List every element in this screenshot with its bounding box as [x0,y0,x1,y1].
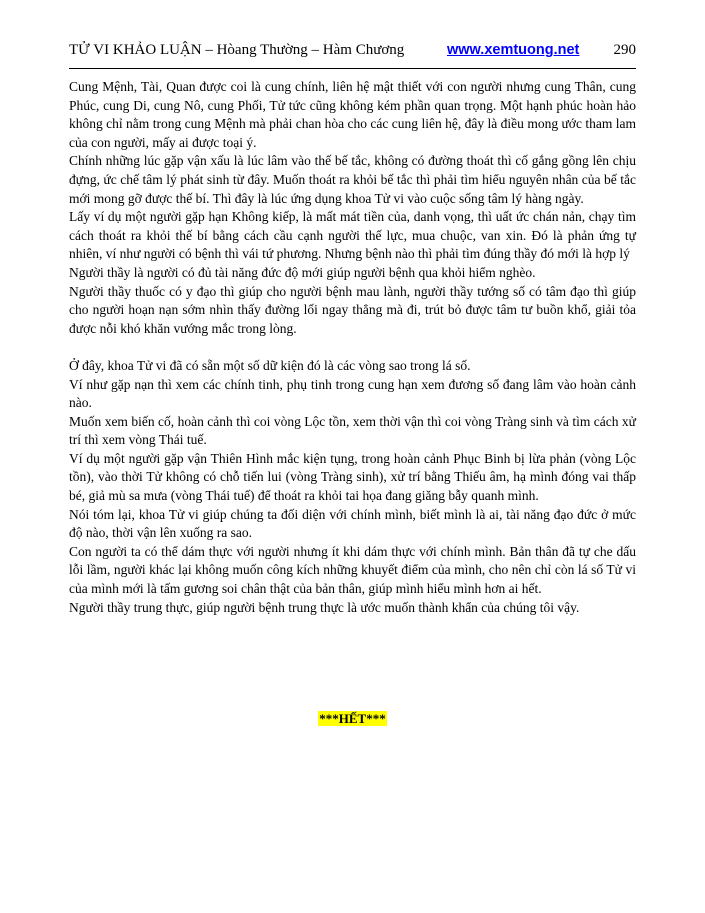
website-link[interactable]: www.xemtuong.net [447,42,580,58]
paragraph: Chính những lúc gặp vận xấu là lúc lâm vào thế bế tắc, không có đường thoát thì cố gắng gồng lên chịu đựng, ức chế tâm lý phát sinh từ đây. Muốn thoát ra khỏi bế tắc thì phải tìm hiểu nguyên nhân của bế tắc mới mong gỡ được thế bí. Thì đây là lúc ứng dụng khoa Tử vi vào cuộc sống tâm lý hàng ngày. [69,153,636,206]
paragraph: Ví dụ một người gặp vận Thiên Hình mắc kiện tụng, trong hoàn cảnh Phục Binh bị lừa phản (vòng Lộc tồn), vào thời Tử không có chỗ tiến lui (vòng Tràng sinh), xử trí bằng Thiếu âm, hạ mình đóng vai thấp bé, giả mù sa mưa (vòng Thái tuế) để thoát ra khỏi tai họa đang giăng bẫy quanh mình. [69,450,636,504]
header-divider [69,68,636,69]
paragraph: Con người ta có thể dám thực với người nhưng ít khi dám thực với chính mình. Bản thân đã tự che dấu lỗi lầm, người khác lại không muốn công kích những khuyết điểm của mình, cho nên chỉ còn lá số Tử vi của mình mới là tấm gương soi chân thật của bản thân, giúp mình hiểu mình hơn ai hết. [69,543,636,597]
paragraph: Ví như gặp nạn thì xem các chính tinh, phụ tinh trong cung hạn xem đương số đang lâm vào hoàn cảnh nào. [69,376,636,411]
paragraph: Cung Mệnh, Tài, Quan được coi là cung chính, liên hệ mật thiết với con người nhưng cung Thân, cung Phúc, cung Di, cung Nô, cung Phối, Tử tức cũng không kém phần quan trọng. Một hạnh phúc hoàn hảo không chỉ nằm trong cung Mệnh mà phải chan hòa cho các cung liên hệ, đây là điều mong ước tham lam của con người, mấy ai được toại ý. [69,79,636,150]
paragraph: Muốn xem biến cố, hoàn cảnh thì coi vòng Lộc tồn, xem thời vận thì coi vòng Tràng sinh và tìm cách xử trí thì xem vòng Thái tuế. [69,413,636,448]
paragraph: Người thầy trung thực, giúp người bệnh trung thực là ước muốn thành khẩn của chúng tôi vậy. [69,599,580,615]
paragraph: Người thầy thuốc có y đạo thì giúp cho người bệnh mau lành, người thầy tướng số có tâm đạo thì giúp cho người hoạn nạn sớm nhìn thấy đường lối ngay thẳng mà đi, trút bỏ được tâm tư buồn khổ, giải tỏa được nỗi khó khăn vướng mắc trong lòng. [69,283,636,336]
page-header [69,42,636,64]
page-number: 290 [613,42,636,58]
end-marker [0,711,705,727]
body-text [69,78,636,617]
end-marker-text: ***HẾT*** [319,711,386,726]
document-title: TỬ VI KHẢO LUẬN – Hòang Thường – Hàm Chương [69,42,405,58]
paragraph: Lấy ví dụ một người gặp hạn Không kiếp, là mất mát tiền của, danh vọng, thì uất ức chán nản, chạy tìm cách thoát ra khỏi thế bí bằng cách cầu cạnh người thế lực, mua chuộc, van xin. Đó là phản ứng tự nhiên, ví như người có bệnh thì vái tứ phương. Nhưng bệnh nào thì phải tìm đúng thầy đó mới là hợp lý [69,209,636,262]
paragraph: Người thầy là người có đủ tài năng đức độ mới giúp người bệnh qua khỏi hiểm nghèo. [69,264,536,280]
paragraph: Ở đây, khoa Tử vi đã có sẵn một số dữ kiện đó là các vòng sao trong lá số. [69,357,471,373]
paragraph: Nói tóm lại, khoa Tử vi giúp chúng ta đối diện với chính mình, biết mình là ai, tài năng đạo đức ở mức độ nào, thời vận lên xuống ra sao. [69,506,636,541]
blank-line [69,338,636,357]
